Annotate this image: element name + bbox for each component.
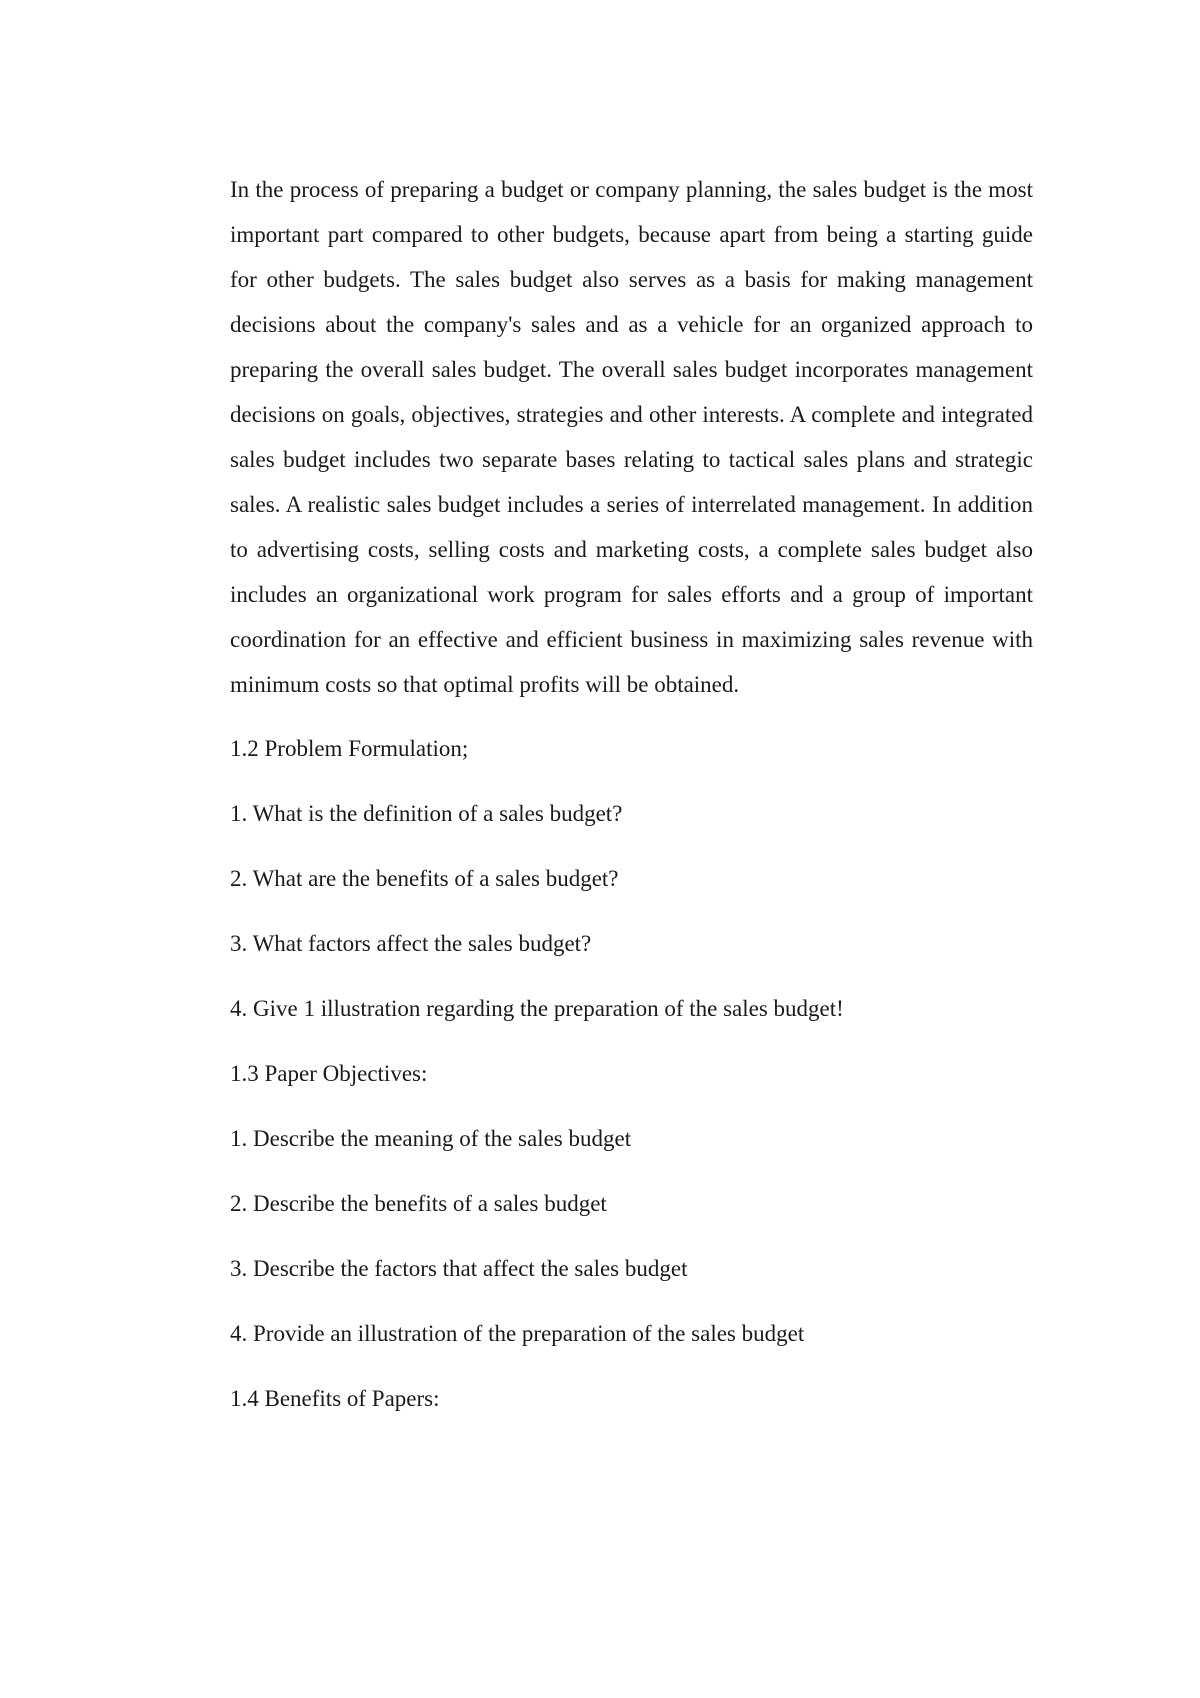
intro-paragraph: In the process of preparing a budget or company planning, the sales budget is the most important part compared to other budgets, because apart from being a starting guide for other budgets. The sales budget also serves as a basis for making management decisions about the company's sales and as a vehicle for an organized approach to preparing the overall sales budget. The overall sales budget incorporates management decisions on goals, objectives, strategies and other interests. A complete and integrated sales budget includes two separate bases relating to tactical sales plans and strategic sales. A realistic sales budget includes a series of interrelated management. In addition to advertising costs, selling costs and marketing costs, a complete sales budget also includes an organizational work program for sales efforts and a group of important coordination for an effective and efficient business in maximizing sales revenue with minimum costs so that optimal profits will be obtained. [230,177,1033,697]
problem-formulation-heading: 1.2 Problem Formulation; [230,736,469,761]
benefits-heading: 1.4 Benefits of Papers: [230,1386,440,1411]
paper-objectives-heading: 1.3 Paper Objectives: [230,1061,428,1086]
list-item: 2. What are the benefits of a sales budget? [230,866,619,891]
list-item: 3. Describe the factors that affect the sales budget [230,1256,688,1281]
list-item: 1. Describe the meaning of the sales budget [230,1126,632,1151]
list-item: 1. What is the definition of a sales budget? [230,801,623,826]
list-item: 4. Provide an illustration of the preparation of the sales budget [230,1321,805,1346]
document-body [230,167,1033,1421]
list-item: 2. Describe the benefits of a sales budget [230,1191,607,1216]
list-item: 4. Give 1 illustration regarding the preparation of the sales budget! [230,996,844,1021]
list-item: 3. What factors affect the sales budget? [230,931,592,956]
